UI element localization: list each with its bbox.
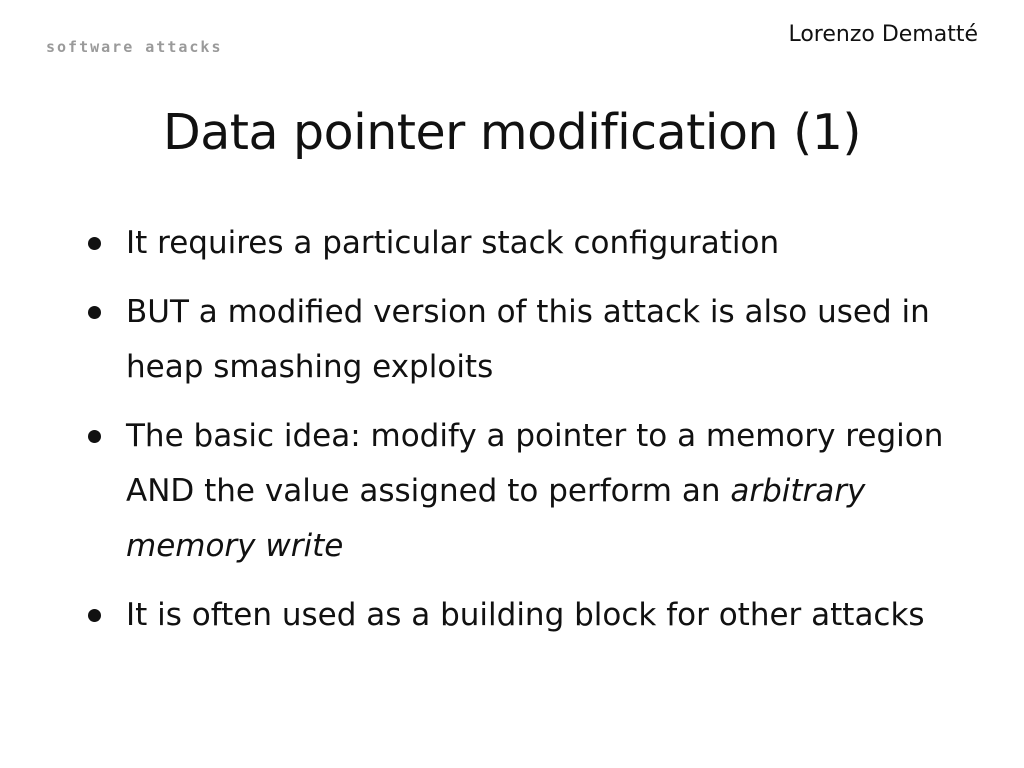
- bullet-item: [86, 216, 946, 271]
- author-name: Lorenzo Dematté: [788, 22, 978, 47]
- bullet-item: [86, 409, 946, 574]
- bullet-text: BUT a modified version of this attack is also used in heap smashing exploits: [126, 294, 930, 385]
- bullet-list: [86, 216, 946, 657]
- bullet-text: It requires a particular stack configuration: [126, 225, 780, 261]
- bullet-item: [86, 285, 946, 395]
- bullet-dot-icon: [88, 237, 101, 250]
- bullet-dot-icon: [88, 430, 101, 443]
- bullet-text: The basic idea: modify a pointer to a memory region AND the value assigned to perform an: [126, 418, 944, 509]
- slide-title: Data pointer modification (1): [162, 104, 861, 161]
- section-tag: software attacks: [46, 38, 223, 56]
- bullet-dot-icon: [88, 609, 101, 622]
- bullet-dot-icon: [88, 306, 101, 319]
- bullet-text: It is often used as a building block for other attacks: [126, 597, 925, 633]
- bullet-item: [86, 588, 946, 643]
- bullet-emphasis-text: arbitrary memory write: [126, 473, 866, 564]
